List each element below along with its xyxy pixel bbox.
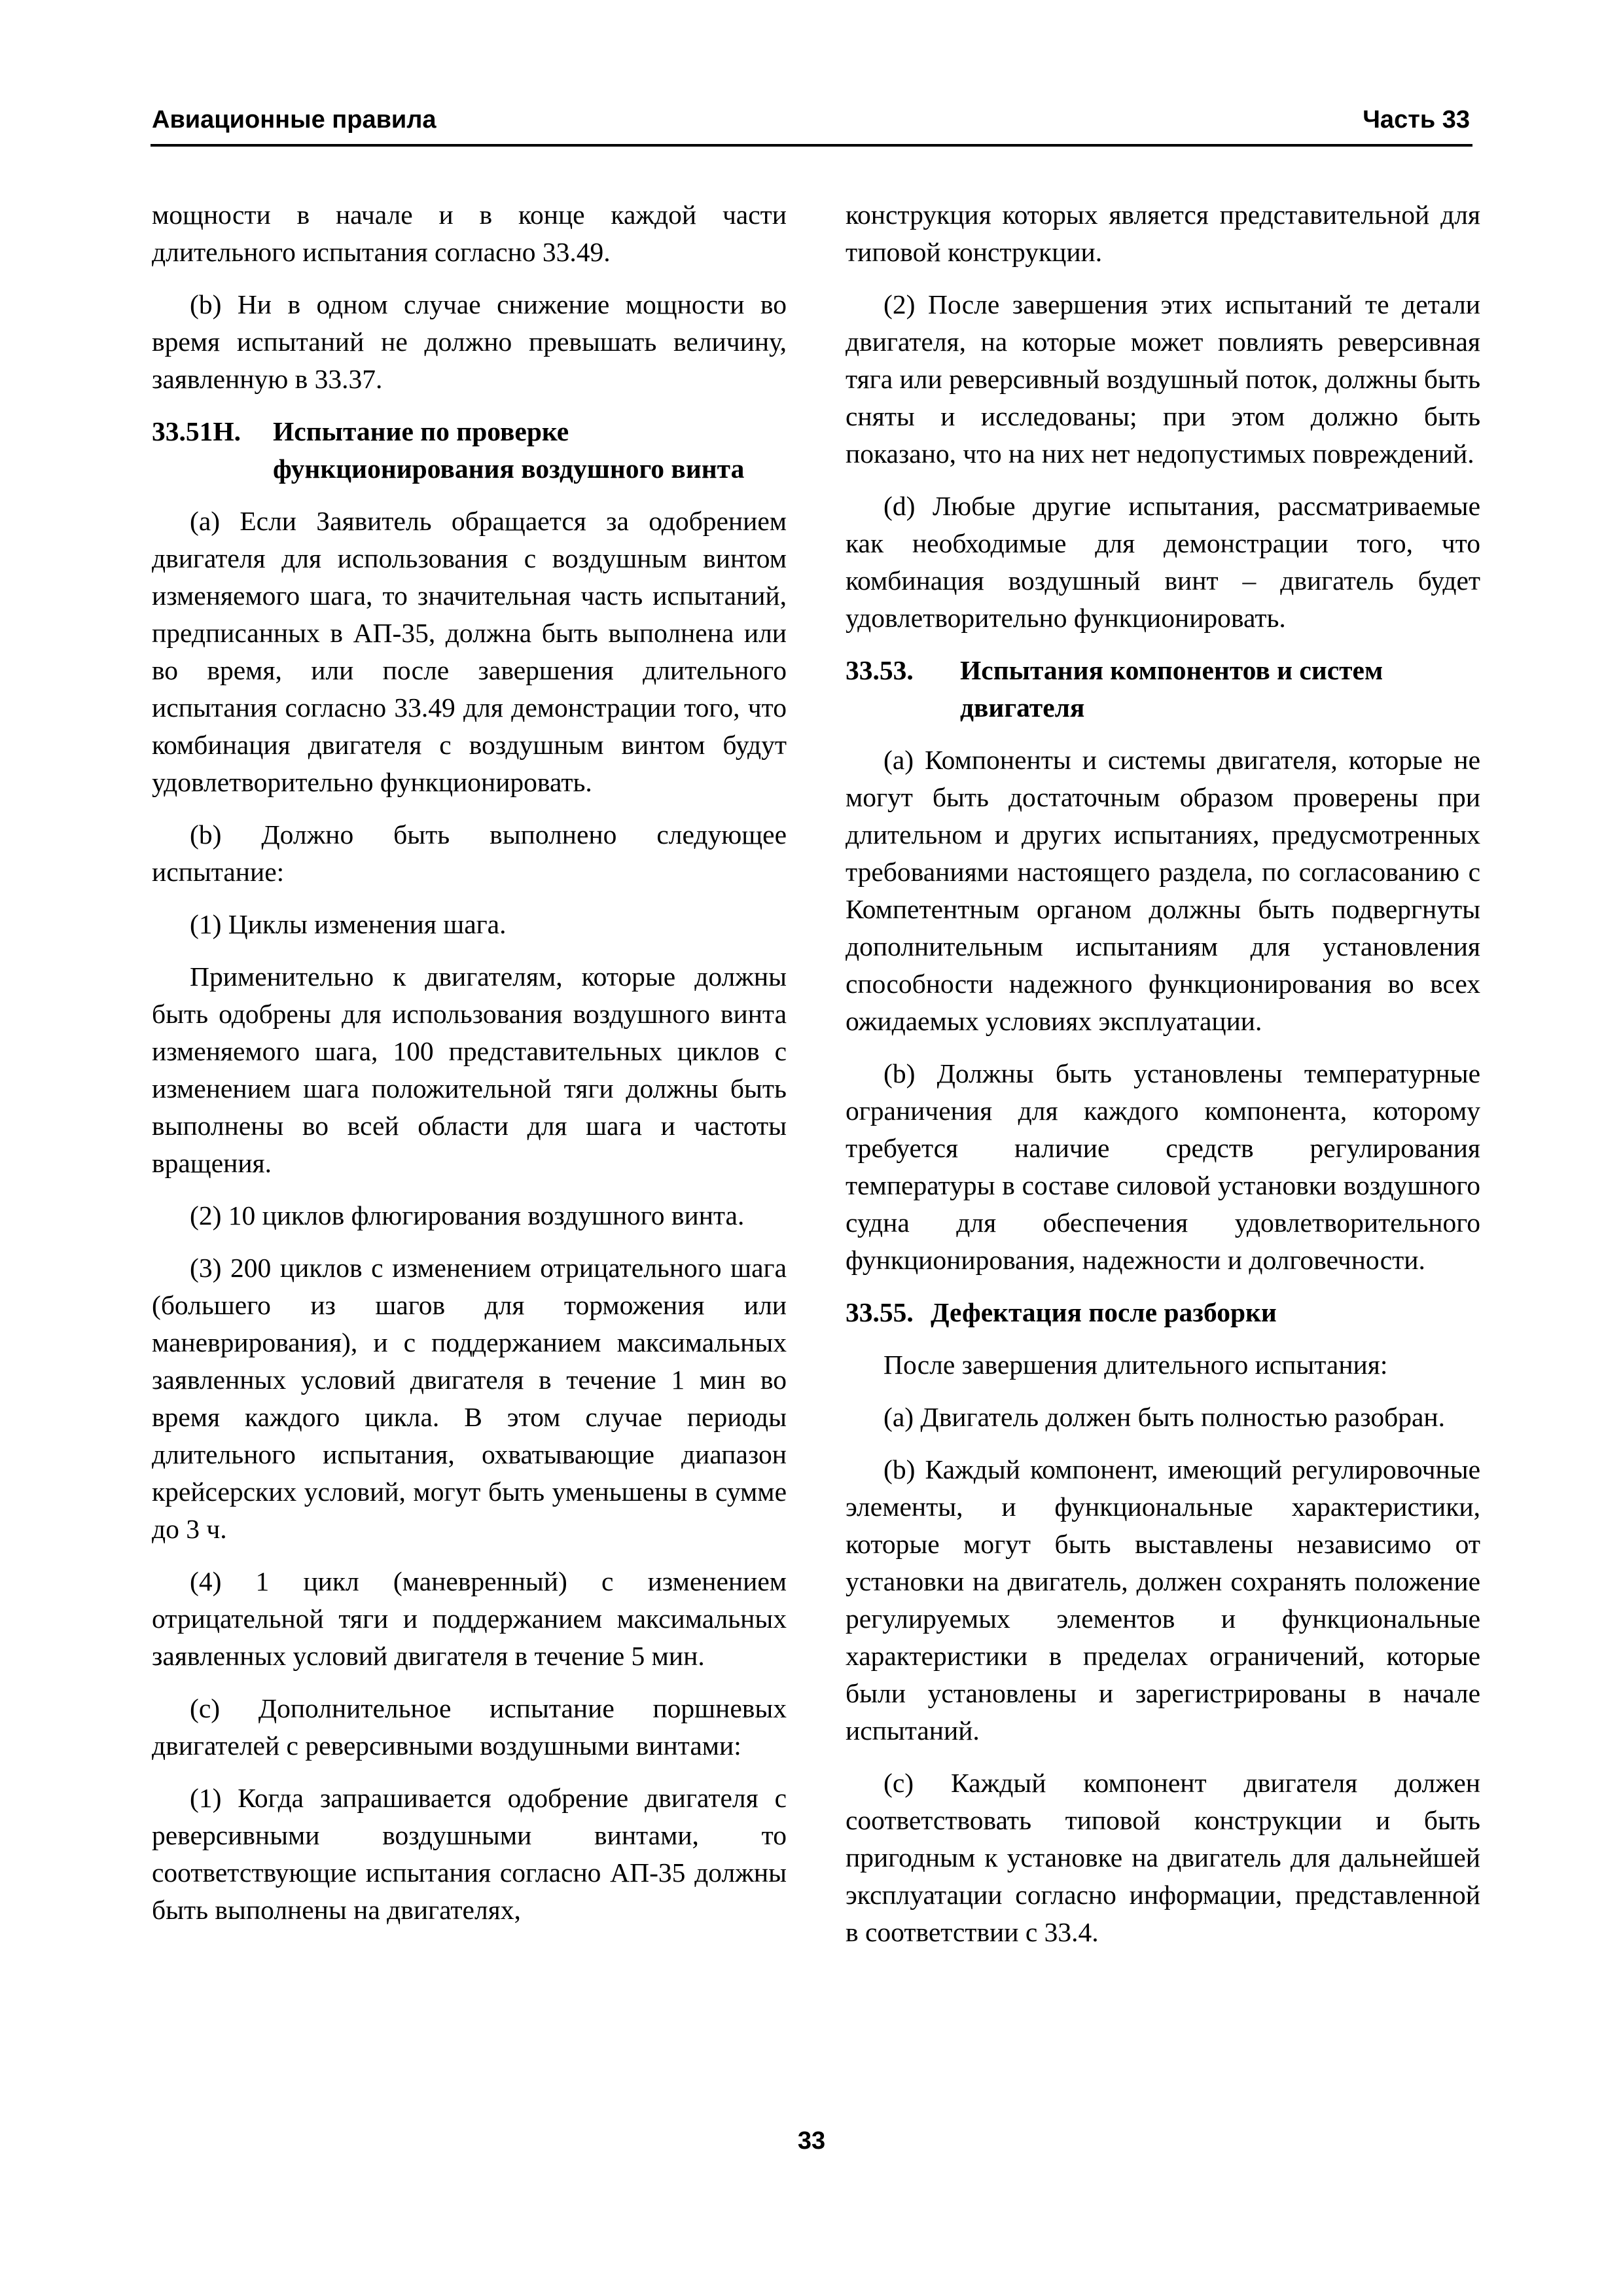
paragraph: (b) Должны быть установлены температурные ограничения для каждого компонента, которому требуется наличие средств регулирования температуры в составе силовой установки воздушного судна для обеспечения удовлетворительного функционирования, надежности и долговечности. xyxy=(846,1058,1480,1275)
paragraph: (b) Ни в одном случае снижение мощности во время испытаний не должно превышать величину, заявленную в 33.37. xyxy=(152,289,787,394)
paragraph: мощности в начале и в конце каждой части длительного испытания согласно 33.49. xyxy=(152,200,787,267)
section-number: 33.55. xyxy=(846,1297,914,1327)
paragraph: (b) Каждый компонент, имеющий регулировочные элементы, и функциональные характеристики, которые могут быть выставлены независимо от установки на двигатель, должен сохранять положение регулируемых элементов и функциональные характеристики в пределах ограничений, которые были установлены и зарегистрированы в начале испытаний. xyxy=(846,1454,1480,1746)
paragraph: Применительно к двигателям, которые должны быть одобрены для использования воздушного винта изменяемого шага, 100 представительных циклов с изменением шага положительной тяги должны быть выполнены во всей области для шага и частоты вращения. xyxy=(152,961,787,1178)
paragraph: конструкция которых является представительной для типовой конструкции. xyxy=(846,200,1480,267)
running-header xyxy=(151,98,1472,147)
paragraph: После завершения длительного испытания: xyxy=(883,1350,1388,1380)
paragraph: (b) Должно быть выполнено следующее испытание: xyxy=(152,819,787,887)
section-number: 33.51H. xyxy=(152,416,241,446)
paragraph: (а) Если Заявитель обращается за одобрением двигателя для использования с воздушным винтом изменяемого шага, то значительная часть испытаний, предписанных в АП-35, должна быть выполнена или во время, или после завершения длительного испытания согласно 33.49 для демонстрации того, что комбинация двигателя с воздушным винтом будут удовлетворительно функционировать. xyxy=(152,506,787,797)
paragraph: (с) Каждый компонент двигателя должен соответствовать типовой конструкции и быть пригодным к установке на двигатель для дальнейшей эксплуатации согласно информации, представленной в соответствии с 33.4. xyxy=(846,1768,1480,1947)
paragraph: (2) После завершения этих испытаний те детали двигателя, на которые может повлиять реверсивная тяга или реверсивный воздушный поток, должны быть сняты и исследованы; при этом должно быть показано, что на них нет недопустимых повреждений. xyxy=(846,289,1480,469)
paragraph: (3) 200 циклов с изменением отрицательного шага (большего из шагов для торможения или маневрирования), и с поддержанием максимальных заявленных условий двигателя в течение 1 мин во время каждого цикла. В этом случае периоды длительного испытания, охватывающие диапазон крейсерских условий, могут быть уменьшены в сумме до 3 ч. xyxy=(152,1253,787,1544)
paragraph: (а) Компоненты и системы двигателя, которые не могут быть достаточным образом проверены при длительном и других испытаниях, предусмотренных требованиями настоящего раздела, по согласованию с Компетентным органом должны быть подвергнуты дополнительным испытаниям для установления способности надежного функционирования во всех ожидаемых условиях эксплуатации. xyxy=(846,745,1480,1036)
header-part: Часть 33 xyxy=(1363,106,1470,134)
paragraph: (с) Дополнительное испытание поршневых двигателей с реверсивными воздушными винтами: xyxy=(152,1693,787,1761)
section-heading-33-55 xyxy=(846,1294,1480,1331)
paragraph: (4) 1 цикл (маневренный) с изменением отрицательной тяги и поддержанием максимальных заявленных условий двигателя в течение 5 мин. xyxy=(152,1566,787,1671)
header-title: Авиационные правила xyxy=(152,106,437,134)
section-heading-33-51h xyxy=(152,413,787,488)
section-number: 33.53. xyxy=(846,655,914,685)
paragraph: (d) Любые другие испытания, рассматриваемые как необходимые для демонстрации того, что комбинация воздушный винт – двигатель будет удовлетворительно функционировать. xyxy=(846,491,1480,633)
section-heading-33-53 xyxy=(846,652,1480,726)
paragraph: (а) Двигатель должен быть полностью разобран. xyxy=(883,1402,1445,1432)
paragraph: (2) 10 циклов флюгирования воздушного винта. xyxy=(190,1200,745,1230)
right-column xyxy=(846,196,1480,1966)
section-title: Дефектация после разборки xyxy=(931,1297,1277,1327)
paragraph: (1) Циклы изменения шага. xyxy=(190,909,507,939)
page-number: 33 xyxy=(797,2127,826,2155)
paragraph: (1) Когда запрашивается одобрение двигателя с реверсивными воздушными винтами, то соответствующие испытания согласно АП-35 должны быть выполнены на двигателях, xyxy=(152,1783,787,1925)
section-title: Испытание по проверке функционирования воздушного винта xyxy=(273,416,745,484)
left-column xyxy=(152,196,787,1944)
section-title: Испытания компонентов и систем двигателя xyxy=(960,655,1383,723)
